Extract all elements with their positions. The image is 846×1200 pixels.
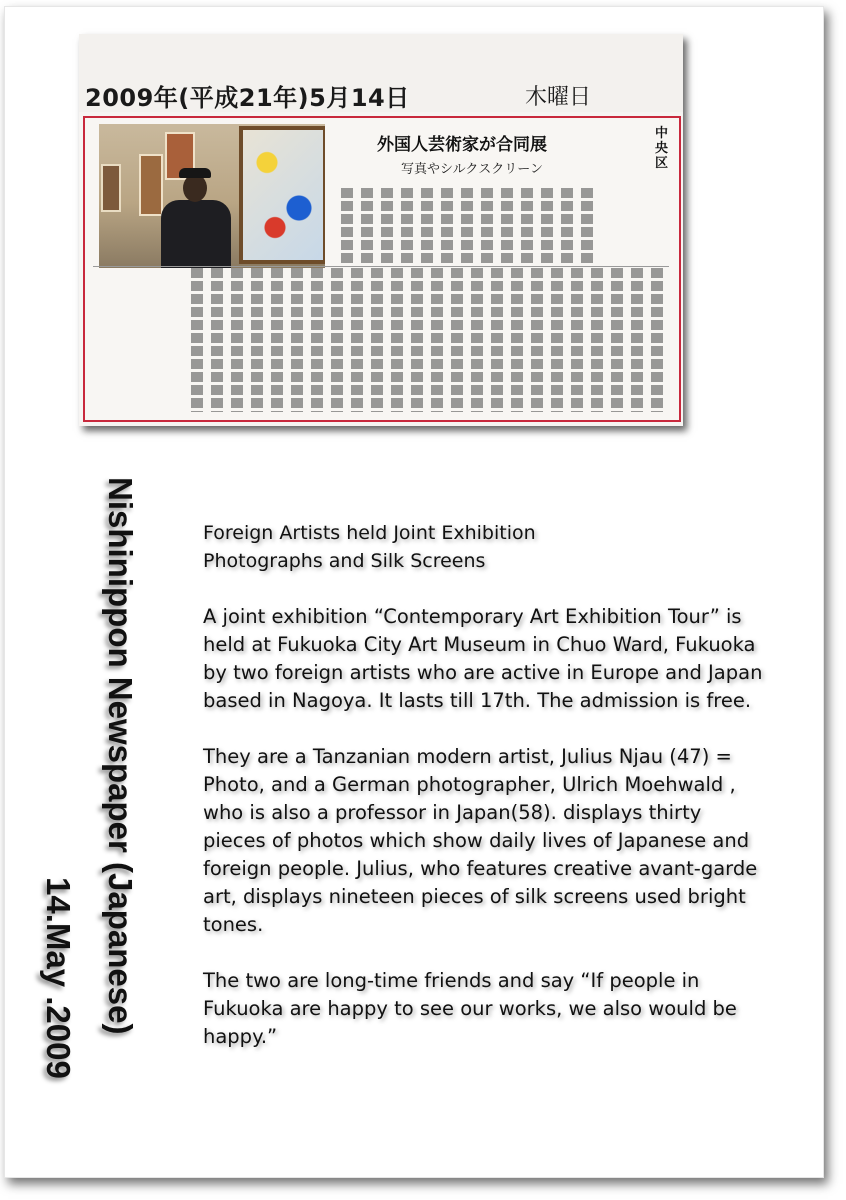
translation-block [203,519,763,1051]
newspaper-weekday: 木曜日 [524,85,591,110]
artist-figure [161,200,231,268]
artist-photo [99,124,325,268]
article-text-lower [95,268,665,412]
translation-paragraph: The two are long-time friends and say “If people in Fukuoka are happy to see our works, we also would be happy.” [203,969,737,1048]
article-subheadline: 写真やシルクスクリーン [401,162,544,177]
painting [239,126,325,264]
translation-paragraph: They are a Tanzanian modern artist, Julius Njau (47) = Photo, and a German photographer, Ulrich Moehwald , who is also a professor in Japan(58). displays thirty pieces of photos which show daily lives of Japanese and foreign people. Julius, who features creative avant-garde art, displays nineteen pieces of silk screens used bright tones. [203,745,758,936]
article-headline: 外国人芸術家が合同展 [377,135,547,155]
article-ward-label: 中央区 [655,126,669,171]
vertical-caption [15,477,145,1137]
article-text-upper [335,188,605,264]
translation-subtitle: Photographs and Silk Screens [203,550,486,572]
artist-cap [179,168,211,178]
translation-title: Foreign Artists held Joint Exhibition [203,522,536,544]
wall-frame [139,154,163,216]
newspaper-date: 2009年(平成21年)5月14日 [85,84,410,112]
caption-date: 14.May .2009 [40,877,77,1079]
caption-newspaper-name: Nishinippon Newspaper (Japanese) [102,477,139,1035]
newspaper-clipping [79,34,683,426]
page-sheet [4,6,824,1178]
artist-head [183,174,207,202]
newspaper-article [83,116,681,422]
translation-paragraph: A joint exhibition “Contemporary Art Exhibition Tour” is held at Fukuoka City Art Museum in Chuo Ward, Fukuoka by two foreign artists who are active in Europe and Japan based in Nagoya. It lasts till 17th. The admission is free. [203,605,763,712]
newspaper-date-bar [79,34,683,112]
column-rule [93,266,669,267]
wall-frame [101,164,121,212]
